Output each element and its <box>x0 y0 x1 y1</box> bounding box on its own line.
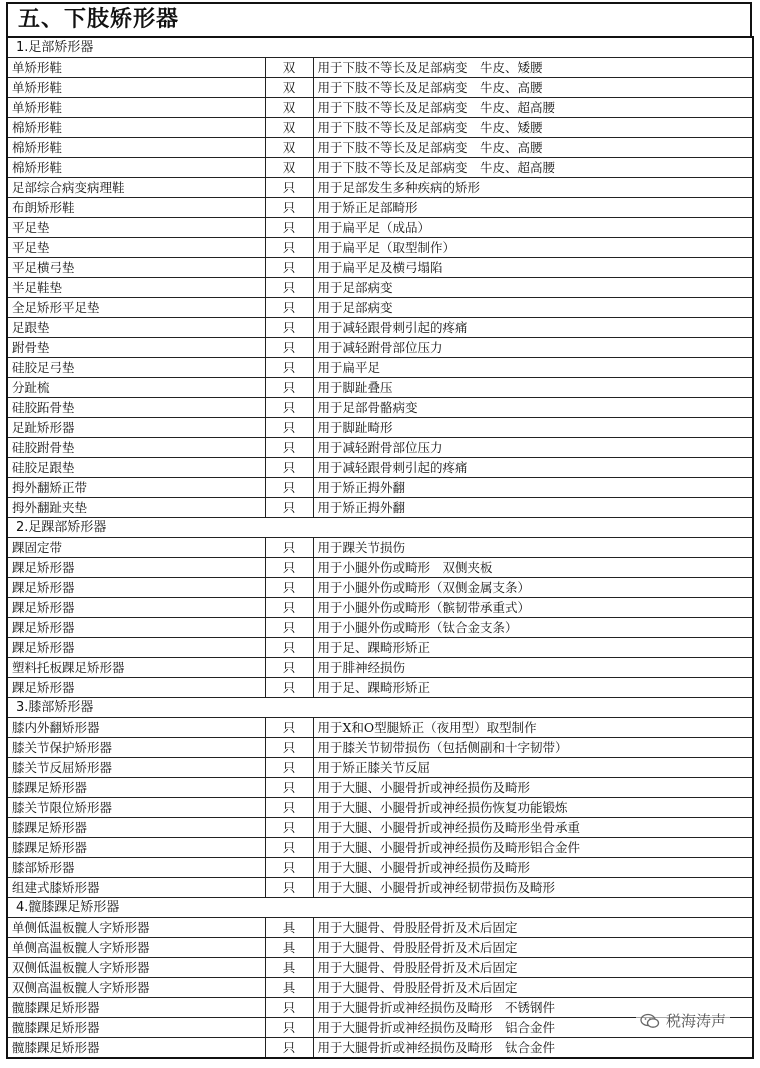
table-row <box>7 878 753 898</box>
unit-cell: 只 <box>265 498 313 518</box>
table-row <box>7 638 753 658</box>
description-cell: 用于足、踝畸形矫正 <box>313 638 753 658</box>
item-name-cell: 踝足矫形器 <box>7 678 265 698</box>
description-cell: 用于下肢不等长及足部病变 牛皮、高腰 <box>313 138 753 158</box>
description-cell: 用于足部病变 <box>313 278 753 298</box>
unit-cell: 双 <box>265 158 313 178</box>
item-name-cell: 棉矫形鞋 <box>7 138 265 158</box>
unit-cell: 具 <box>265 918 313 938</box>
description-cell: 用于脚趾叠压 <box>313 378 753 398</box>
table-row <box>7 238 753 258</box>
item-name-cell: 拇外翻趾夹垫 <box>7 498 265 518</box>
item-name-cell: 双侧低温板髋人字矫形器 <box>7 958 265 978</box>
description-cell: 用于大腿骨、骨股胫骨折及术后固定 <box>313 978 753 998</box>
unit-cell: 只 <box>265 358 313 378</box>
description-cell: 用于扁平足（成品） <box>313 218 753 238</box>
description-cell: 用于减轻跗骨部位压力 <box>313 338 753 358</box>
description-cell: 用于减轻跟骨刺引起的疼痛 <box>313 318 753 338</box>
table-row <box>7 778 753 798</box>
wechat-icon <box>640 1013 660 1029</box>
table-row <box>7 458 753 478</box>
description-cell: 用于腓神经损伤 <box>313 658 753 678</box>
table-row <box>7 738 753 758</box>
unit-cell: 只 <box>265 378 313 398</box>
description-cell: 用于足、踝畸形矫正 <box>313 678 753 698</box>
table-row <box>7 798 753 818</box>
section-heading: 3.膝部矫形器 <box>7 698 753 718</box>
item-name-cell: 膝部矫形器 <box>7 858 265 878</box>
description-cell: 用于大腿、小腿骨折或神经损伤及畸形铝合金件 <box>313 838 753 858</box>
description-cell: 用于膝关节韧带损伤（包括侧副和十字韧带） <box>313 738 753 758</box>
unit-cell: 双 <box>265 58 313 78</box>
description-cell: 用于大腿、小腿骨折或神经损伤及畸形 <box>313 778 753 798</box>
table-row <box>7 618 753 638</box>
unit-cell: 具 <box>265 938 313 958</box>
unit-cell: 只 <box>265 418 313 438</box>
table-row <box>7 398 753 418</box>
description-cell: 用于大腿骨、骨股胫骨折及术后固定 <box>313 938 753 958</box>
unit-cell: 只 <box>265 238 313 258</box>
table-row <box>7 718 753 738</box>
description-cell: 用于大腿、小腿骨折或神经韧带损伤及畸形 <box>313 878 753 898</box>
item-name-cell: 平足垫 <box>7 218 265 238</box>
document-page <box>6 2 752 1059</box>
item-name-cell: 踝足矫形器 <box>7 598 265 618</box>
item-name-cell: 分趾梳 <box>7 378 265 398</box>
unit-cell: 双 <box>265 118 313 138</box>
table-row <box>7 558 753 578</box>
table-row <box>7 1038 753 1059</box>
table-row <box>7 978 753 998</box>
description-cell: 用于脚趾畸形 <box>313 418 753 438</box>
item-name-cell: 单矫形鞋 <box>7 78 265 98</box>
unit-cell: 只 <box>265 678 313 698</box>
item-name-cell: 硅胶足弓垫 <box>7 358 265 378</box>
table-row <box>7 758 753 778</box>
table-row <box>7 418 753 438</box>
table-row <box>7 318 753 338</box>
description-cell: 用于扁平足 <box>313 358 753 378</box>
description-cell: 用于下肢不等长及足部病变 牛皮、超高腰 <box>313 158 753 178</box>
item-name-cell: 棉矫形鞋 <box>7 158 265 178</box>
unit-cell: 只 <box>265 878 313 898</box>
table-row <box>7 278 753 298</box>
page-title: 五、下肢矫形器 <box>6 2 752 36</box>
section-heading: 4.髋膝踝足矫形器 <box>7 898 753 918</box>
item-name-cell: 膝踝足矫形器 <box>7 778 265 798</box>
description-cell: 用于X和O型腿矫正（夜用型）取型制作 <box>313 718 753 738</box>
table-row <box>7 178 753 198</box>
description-cell: 用于小腿外伤或畸形（髌韧带承重式） <box>313 598 753 618</box>
unit-cell: 只 <box>265 218 313 238</box>
unit-cell: 具 <box>265 958 313 978</box>
description-cell: 用于大腿骨折或神经损伤及畸形 不锈钢件 <box>313 998 753 1018</box>
table-row <box>7 958 753 978</box>
item-name-cell: 单侧高温板髋人字矫形器 <box>7 938 265 958</box>
item-name-cell: 半足鞋垫 <box>7 278 265 298</box>
description-cell: 用于大腿、小腿骨折或神经损伤及畸形 <box>313 858 753 878</box>
unit-cell: 只 <box>265 578 313 598</box>
unit-cell: 只 <box>265 598 313 618</box>
table-row <box>7 838 753 858</box>
item-name-cell: 髋膝踝足矫形器 <box>7 1018 265 1038</box>
table-row <box>7 258 753 278</box>
table-row <box>7 438 753 458</box>
item-name-cell: 硅胶跗骨垫 <box>7 438 265 458</box>
item-name-cell: 膝关节反屈矫形器 <box>7 758 265 778</box>
item-name-cell: 跗骨垫 <box>7 338 265 358</box>
description-cell: 用于大腿、小腿骨折或神经损伤恢复功能锻炼 <box>313 798 753 818</box>
item-name-cell: 髋膝踝足矫形器 <box>7 1038 265 1059</box>
table-row <box>7 218 753 238</box>
item-name-cell: 膝关节保护矫形器 <box>7 738 265 758</box>
unit-cell: 只 <box>265 338 313 358</box>
table-row <box>7 918 753 938</box>
description-cell: 用于小腿外伤或畸形（双侧金属支条） <box>313 578 753 598</box>
item-name-cell: 膝踝足矫形器 <box>7 818 265 838</box>
item-name-cell: 拇外翻矫正带 <box>7 478 265 498</box>
unit-cell: 双 <box>265 78 313 98</box>
table-row <box>7 818 753 838</box>
table-row <box>7 118 753 138</box>
table-row <box>7 378 753 398</box>
unit-cell: 只 <box>265 258 313 278</box>
section-header-row <box>7 518 753 538</box>
unit-cell: 只 <box>265 738 313 758</box>
unit-cell: 只 <box>265 858 313 878</box>
table-row <box>7 98 753 118</box>
unit-cell: 只 <box>265 718 313 738</box>
table-row <box>7 358 753 378</box>
item-name-cell: 全足矫形平足垫 <box>7 298 265 318</box>
description-cell: 用于大腿骨折或神经损伤及畸形 钛合金件 <box>313 1038 753 1059</box>
item-name-cell: 组建式膝矫形器 <box>7 878 265 898</box>
item-name-cell: 膝内外翻矫形器 <box>7 718 265 738</box>
table-row <box>7 598 753 618</box>
item-name-cell: 髋膝踝足矫形器 <box>7 998 265 1018</box>
item-name-cell: 硅胶足跟垫 <box>7 458 265 478</box>
description-cell: 用于下肢不等长及足部病变 牛皮、矮腰 <box>313 118 753 138</box>
unit-cell: 只 <box>265 558 313 578</box>
unit-cell: 双 <box>265 98 313 118</box>
description-cell: 用于下肢不等长及足部病变 牛皮、高腰 <box>313 78 753 98</box>
table-row <box>7 78 753 98</box>
unit-cell: 只 <box>265 458 313 478</box>
item-name-cell: 膝关节限位矫形器 <box>7 798 265 818</box>
unit-cell: 只 <box>265 618 313 638</box>
unit-cell: 只 <box>265 658 313 678</box>
unit-cell: 只 <box>265 278 313 298</box>
unit-cell: 只 <box>265 318 313 338</box>
section-header-row <box>7 698 753 718</box>
section-heading: 2.足踝部矫形器 <box>7 518 753 538</box>
unit-cell: 只 <box>265 778 313 798</box>
section-heading: 1.足部矫形器 <box>7 37 753 58</box>
item-name-cell: 踝足矫形器 <box>7 558 265 578</box>
description-cell: 用于足部病变 <box>313 298 753 318</box>
section-header-row <box>7 898 753 918</box>
item-name-cell: 单矫形鞋 <box>7 58 265 78</box>
item-name-cell: 平足横弓垫 <box>7 258 265 278</box>
description-cell: 用于足部发生多种疾病的矫形 <box>313 178 753 198</box>
item-name-cell: 踝足矫形器 <box>7 618 265 638</box>
unit-cell: 具 <box>265 978 313 998</box>
table-body <box>7 37 753 1058</box>
watermark <box>636 1009 730 1032</box>
unit-cell: 只 <box>265 798 313 818</box>
section-header-row <box>7 37 753 58</box>
item-name-cell: 足部综合病变病理鞋 <box>7 178 265 198</box>
table-row <box>7 198 753 218</box>
unit-cell: 只 <box>265 818 313 838</box>
description-cell: 用于小腿外伤或畸形（钛合金支条） <box>313 618 753 638</box>
item-name-cell: 踝足矫形器 <box>7 578 265 598</box>
item-name-cell: 踝固定带 <box>7 538 265 558</box>
item-name-cell: 双侧高温板髋人字矫形器 <box>7 978 265 998</box>
unit-cell: 只 <box>265 438 313 458</box>
table-row <box>7 158 753 178</box>
description-cell: 用于大腿骨、骨股胫骨折及术后固定 <box>313 918 753 938</box>
description-cell: 用于减轻跗骨部位压力 <box>313 438 753 458</box>
item-name-cell: 硅胶跖骨垫 <box>7 398 265 418</box>
unit-cell: 只 <box>265 758 313 778</box>
table-row <box>7 578 753 598</box>
unit-cell: 只 <box>265 538 313 558</box>
unit-cell: 只 <box>265 998 313 1018</box>
unit-cell: 只 <box>265 478 313 498</box>
orthosis-table <box>6 36 754 1059</box>
description-cell: 用于下肢不等长及足部病变 牛皮、矮腰 <box>313 58 753 78</box>
unit-cell: 只 <box>265 1038 313 1059</box>
description-cell: 用于矫正膝关节反屈 <box>313 758 753 778</box>
table-row <box>7 338 753 358</box>
unit-cell: 只 <box>265 198 313 218</box>
item-name-cell: 足跟垫 <box>7 318 265 338</box>
item-name-cell: 塑料托板踝足矫形器 <box>7 658 265 678</box>
table-row <box>7 678 753 698</box>
unit-cell: 只 <box>265 838 313 858</box>
item-name-cell: 踝足矫形器 <box>7 638 265 658</box>
item-name-cell: 足趾矫形器 <box>7 418 265 438</box>
item-name-cell: 棉矫形鞋 <box>7 118 265 138</box>
description-cell: 用于减轻跟骨刺引起的疼痛 <box>313 458 753 478</box>
unit-cell: 只 <box>265 298 313 318</box>
description-cell: 用于踝关节损伤 <box>313 538 753 558</box>
unit-cell: 只 <box>265 178 313 198</box>
table-row <box>7 538 753 558</box>
description-cell: 用于大腿、小腿骨折或神经损伤及畸形坐骨承重 <box>313 818 753 838</box>
table-row <box>7 58 753 78</box>
description-cell: 用于小腿外伤或畸形 双侧夹板 <box>313 558 753 578</box>
description-cell: 用于矫正拇外翻 <box>313 498 753 518</box>
table-row <box>7 498 753 518</box>
description-cell: 用于大腿骨、骨股胫骨折及术后固定 <box>313 958 753 978</box>
item-name-cell: 平足垫 <box>7 238 265 258</box>
item-name-cell: 单矫形鞋 <box>7 98 265 118</box>
table-row <box>7 478 753 498</box>
description-cell: 用于扁平足（取型制作） <box>313 238 753 258</box>
description-cell: 用于足部骨骼病变 <box>313 398 753 418</box>
table-row <box>7 938 753 958</box>
watermark-text: 税海涛声 <box>665 1012 726 1030</box>
item-name-cell: 布朗矫形鞋 <box>7 198 265 218</box>
table-row <box>7 658 753 678</box>
item-name-cell: 单侧低温板髋人字矫形器 <box>7 918 265 938</box>
description-cell: 用于扁平足及横弓塌陷 <box>313 258 753 278</box>
table-row <box>7 298 753 318</box>
description-cell: 用于下肢不等长及足部病变 牛皮、超高腰 <box>313 98 753 118</box>
unit-cell: 只 <box>265 1018 313 1038</box>
description-cell: 用于大腿骨折或神经损伤及畸形 铝合金件 <box>313 1018 753 1038</box>
unit-cell: 只 <box>265 638 313 658</box>
item-name-cell: 膝踝足矫形器 <box>7 838 265 858</box>
unit-cell: 只 <box>265 398 313 418</box>
description-cell: 用于矫正拇外翻 <box>313 478 753 498</box>
table-row <box>7 138 753 158</box>
description-cell: 用于矫正足部畸形 <box>313 198 753 218</box>
unit-cell: 双 <box>265 138 313 158</box>
table-row <box>7 858 753 878</box>
